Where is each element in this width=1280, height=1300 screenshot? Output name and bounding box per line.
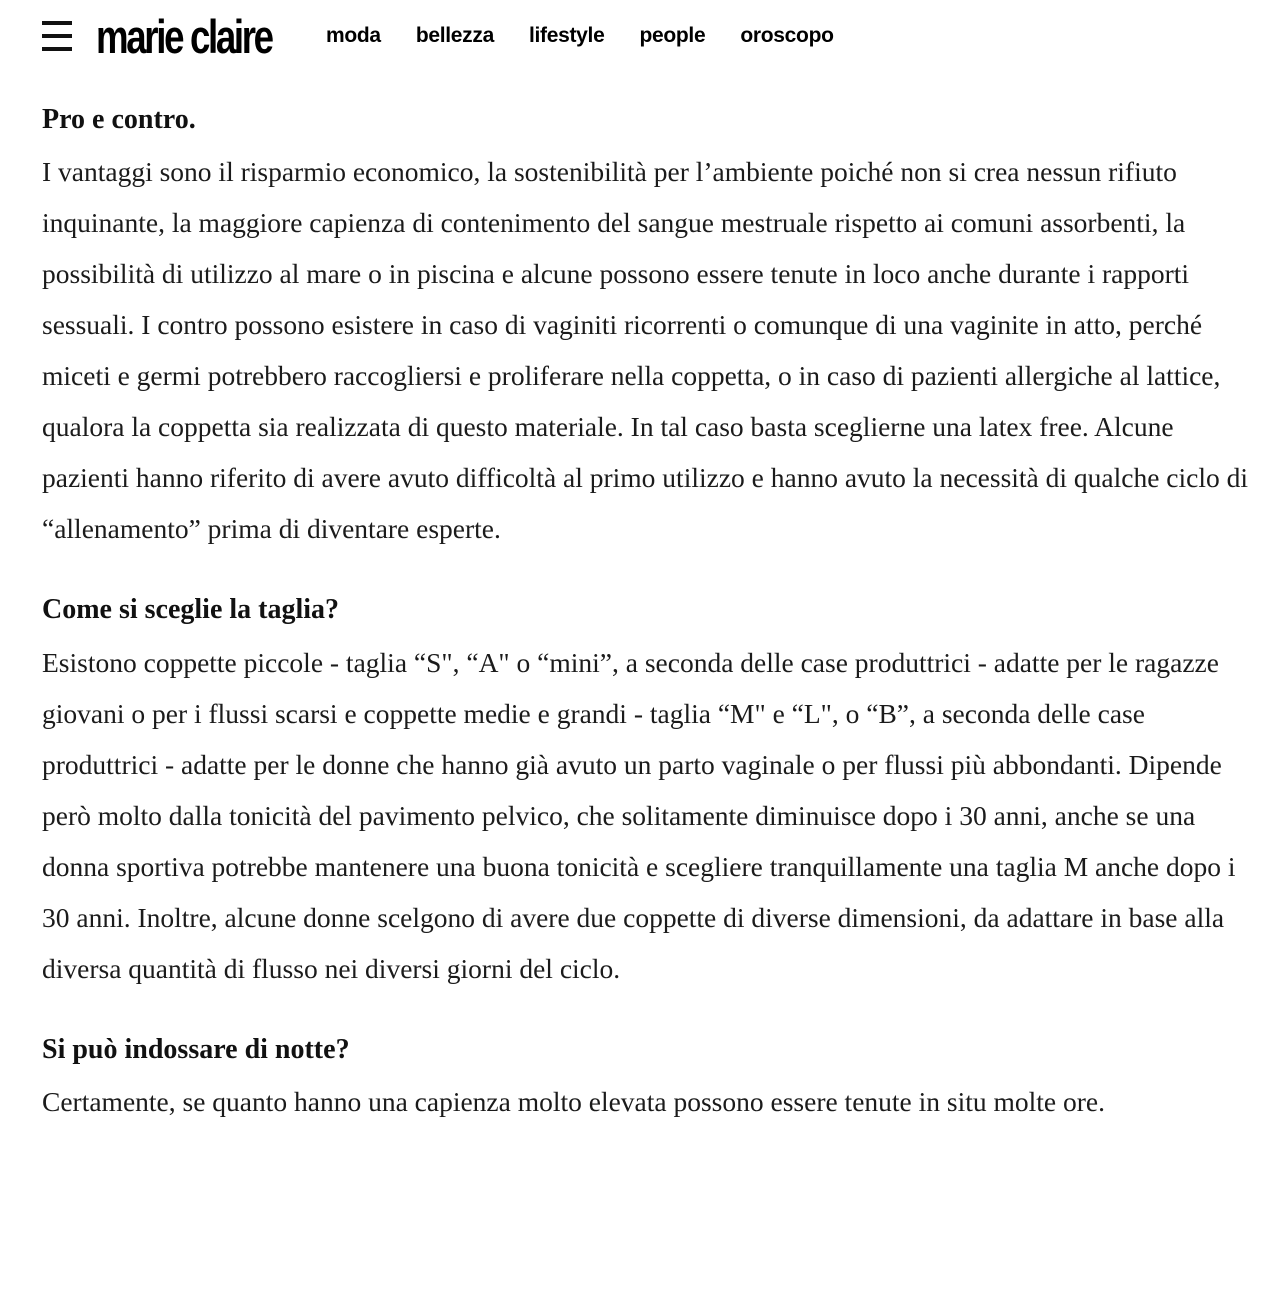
section-paragraph: I vantaggi sono il risparmio economico, la sostenibilità per l’ambiente poiché non si crea nessun rifiuto inquinante, la maggiore capienza di contenimento del sangue mestruale rispetto ai comuni assorbenti, la possibilità di utilizzo al mare o in piscina e alcune possono essere tenute in loco anche durante i rapporti sessuali. I contro possono esistere in caso di vaginiti ricorrenti o comunque di una vaginite in atto, perché miceti e germi potrebbero raccogliersi e proliferare nella coppetta, o in caso di pazienti allergiche al lattice, qualora la coppetta sia realizzata di questo materiale. In tal caso basta sceglierne una latex free. Alcune pazienti hanno riferito di avere avuto difficoltà al primo utilizzo e hanno avuto la necessità di qualche ciclo di “allenamento” prima di diventare esperte. — [42, 156, 1248, 545]
site-header — [0, 0, 1280, 63]
main-nav — [326, 24, 834, 48]
section-heading: Come si sceglie la taglia? — [42, 594, 340, 626]
marie-claire-logo: marie claire — [96, 9, 272, 63]
hamburger-line — [42, 21, 72, 25]
article-section — [42, 1032, 1260, 1127]
article-section — [42, 592, 1260, 993]
hamburger-menu-icon[interactable] — [42, 21, 72, 51]
section-paragraph: Certamente, se quanto hanno una capienza molto elevata possono essere tenute in situ molte ore. — [42, 1086, 1105, 1118]
nav-item-oroscopo[interactable]: oroscopo — [740, 24, 834, 47]
article-section — [42, 102, 1260, 554]
nav-item-people[interactable]: people — [639, 24, 706, 47]
nav-item-lifestyle[interactable]: lifestyle — [528, 24, 605, 47]
nav-item-moda[interactable]: moda — [326, 24, 381, 47]
logo-link[interactable] — [96, 9, 294, 63]
section-heading: Pro e contro. — [42, 104, 196, 135]
nav-item-bellezza[interactable]: bellezza — [415, 24, 494, 47]
hamburger-line — [42, 47, 72, 51]
section-paragraph: Esistono coppette piccole - taglia “S", “A" o “mini”, a seconda delle case produttrici - adatte per le ragazze giovani o per i flussi scarsi e coppette medie e grandi - taglia “M" e “L", o “B”, a seconda delle case produttrici - adatte per le donne che hanno già avuto un parto vaginale o per flussi più abbondanti. Dipende però molto dalla tonicità del pavimento pelvico, che solitamente diminuisce dopo i 30 anni, anche se una donna sportiva potrebbe mantenere una buona tonicità e scegliere tranquillamente una taglia M anche dopo i 30 anni. Inoltre, alcune donne scelgono di avere due coppette di diverse dimensioni, da adattare in base alla diversa quantità di flusso nei diversi giorni del ciclo. — [42, 646, 1236, 984]
article — [42, 102, 1260, 1127]
section-heading: Si può indossare di notte? — [42, 1033, 350, 1065]
hamburger-line — [42, 34, 72, 38]
